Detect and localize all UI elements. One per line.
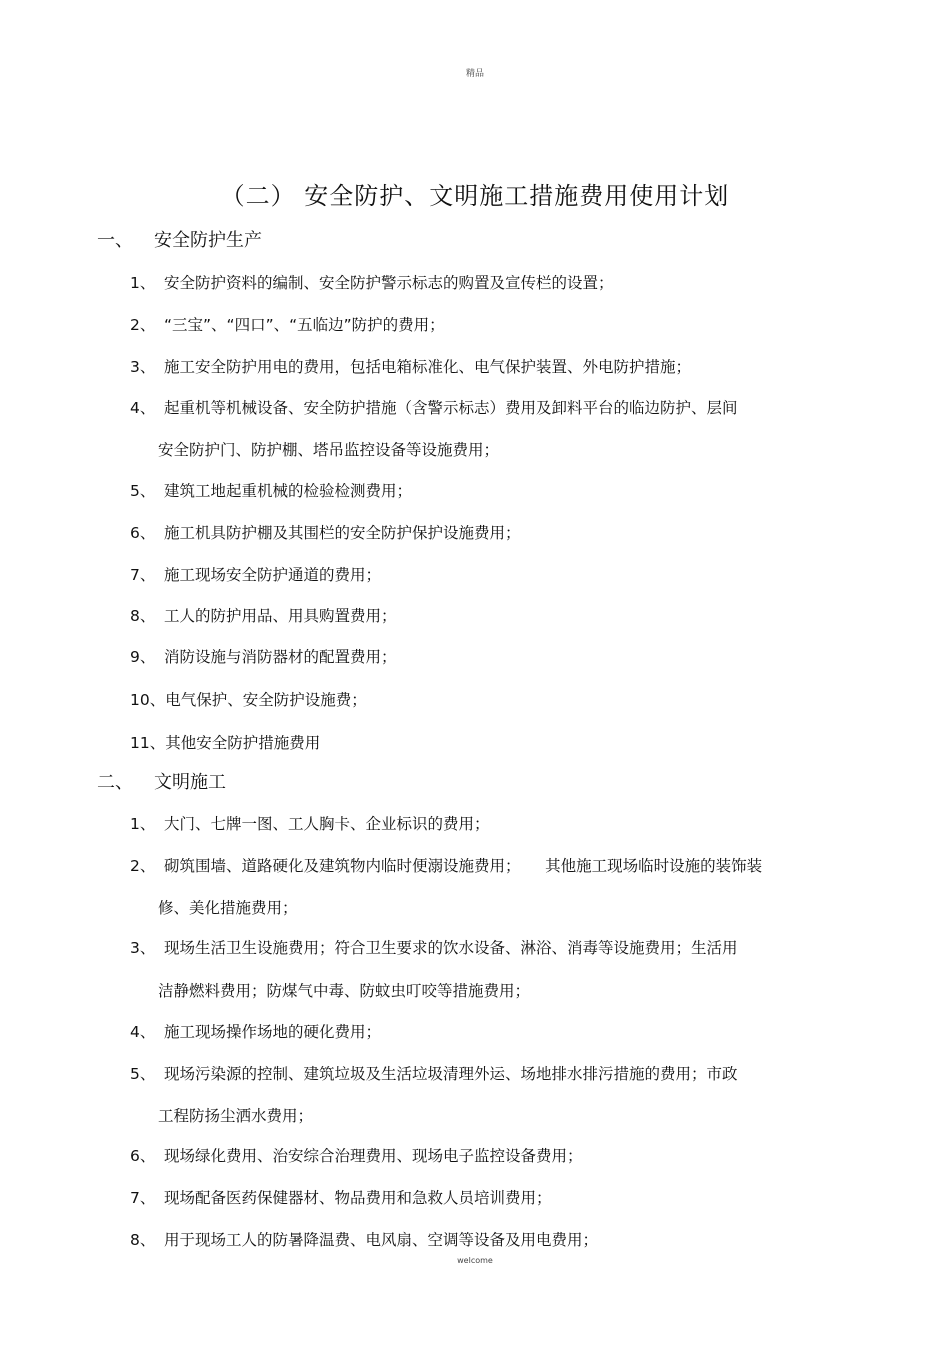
item-number: 1、 [130,815,156,833]
item-number: 3、 [130,358,156,376]
section-title: 安全防护生产 [154,230,262,251]
item-text: 现场配备医药保健器材、物品费用和急救人员培训费用； [164,1189,552,1207]
list-item [130,812,490,834]
page-title: （二） 安全防护、文明施工措施费用使用计划 [220,182,730,210]
item-text: “三宝”、“四口”、“五临边”防护的费用； [164,316,445,334]
item-text: 施工安全防护用电的费用，包括电箱标准化、电气保护装置、外电防护措施； [164,358,692,376]
list-item [130,854,762,876]
footer-watermark: welcome [457,1256,493,1265]
item-number: 4、 [130,399,156,417]
item-text: 现场生活卫生设施费用；符合卫生要求的饮水设备、淋浴、消毒等设施费用；生活用 [164,939,738,957]
item-text: 其他安全防护措施费用 [165,734,321,752]
item-number: 7、 [130,1189,156,1207]
item-text: 建筑工地起重机械的检验检测费用； [164,482,413,500]
item-number: 5、 [130,482,156,500]
item-text: 安全防护资料的编制、安全防护警示标志的购置及宣传栏的设置； [164,274,614,292]
item-number: 9、 [130,648,156,666]
item-number: 1、 [130,274,156,292]
item-number: 2、 [130,857,156,875]
item-text: 施工机具防护棚及其围栏的安全防护保护设施费用； [164,524,521,542]
item-number: 7、 [130,566,156,584]
item-text: 消防设施与消防器材的配置费用； [164,648,397,666]
item-continuation: 洁静燃料费用；防煤气中毒、防蚊虫叮咬等措施费用； [158,982,531,1000]
list-item [130,1228,598,1250]
item-text: 用于现场工人的防暑降温费、电风扇、空调等设备及用电费用； [164,1231,599,1249]
list-item [130,355,691,377]
list-item [130,604,397,626]
list-item [130,731,320,753]
item-number: 11、 [130,734,166,752]
section-title: 文明施工 [154,772,226,793]
list-item [130,688,367,710]
item-number: 6、 [130,524,156,542]
item-number: 5、 [130,1065,156,1083]
section-number: 二、 [97,772,133,793]
list-item [130,396,738,418]
list-item [130,936,738,958]
item-number: 8、 [130,607,156,625]
item-text: 工人的防护用品、用具购置费用； [164,607,397,625]
item-continuation: 修、美化措施费用； [158,899,298,917]
item-number: 2、 [130,316,156,334]
item-number: 6、 [130,1147,156,1165]
list-item [130,1062,738,1084]
section-heading-2 [97,768,226,794]
item-text: 起重机等机械设备、安全防护措施（含警示标志）费用及卸料平台的临边防护、层间 [164,399,738,417]
list-item [130,479,412,501]
item-text: 现场污染源的控制、建筑垃圾及生活垃圾清理外运、场地排水排污措施的费用；市政 [164,1065,738,1083]
item-number: 10、 [130,691,166,709]
list-item [130,1186,552,1208]
list-item [130,1020,381,1042]
section-number: 一、 [97,230,133,251]
item-number: 4、 [130,1023,156,1041]
item-number: 3、 [130,939,156,957]
header-watermark: 精品 [465,69,484,79]
item-continuation: 安全防护门、防护棚、塔吊监控设备等设施费用； [158,441,500,459]
list-item [130,645,397,667]
item-text: 施工现场操作场地的硬化费用； [164,1023,382,1041]
list-item [130,313,445,335]
list-item [130,521,521,543]
item-text: 现场绿化费用、治安综合治理费用、现场电子监控设备费用； [164,1147,583,1165]
list-item [130,271,614,293]
item-text: 电气保护、安全防护设施费； [165,691,367,709]
item-number: 8、 [130,1231,156,1249]
item-continuation: 工程防扬尘洒水费用； [158,1107,314,1125]
item-text: 砌筑围墙、道路硬化及建筑物内临时便溺设施费用； 其他施工现场临时设施的装饰装 [164,857,763,875]
list-item [130,1144,583,1166]
item-text: 施工现场安全防护通道的费用； [164,566,382,584]
list-item [130,563,381,585]
section-heading-1 [97,226,262,252]
item-text: 大门、七牌一图、工人胸卡、企业标识的费用； [164,815,490,833]
